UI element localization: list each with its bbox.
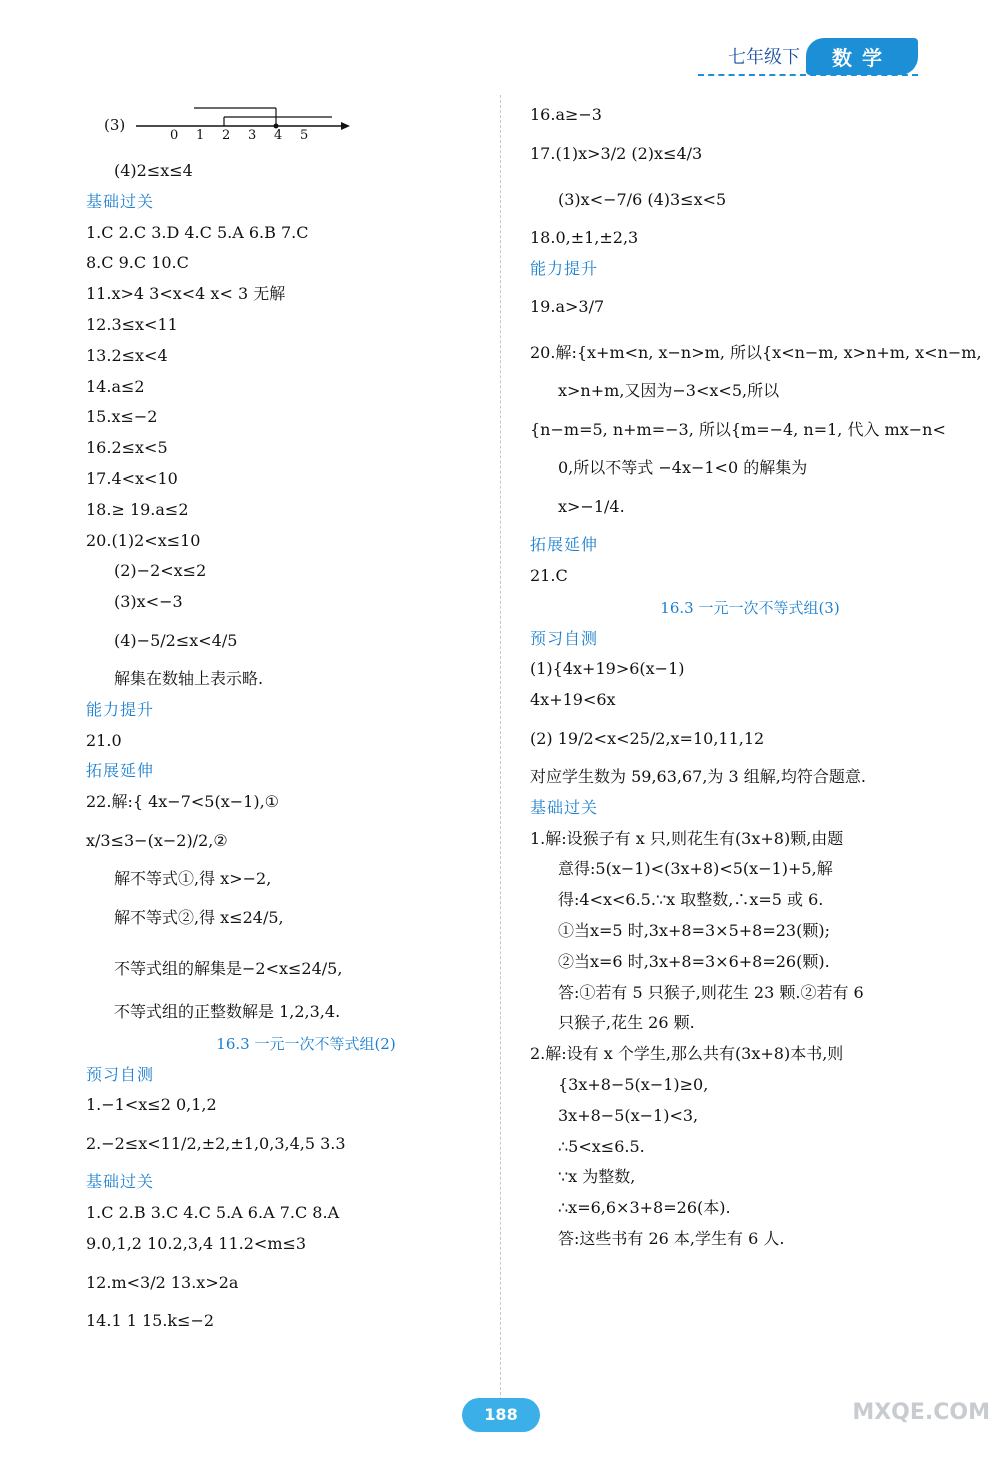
number-line-tick-label: 4	[274, 128, 283, 143]
section-title: 16.3 一元一次不等式组(2)	[216, 1034, 396, 1053]
subject-badge: 数学	[806, 38, 918, 75]
answer-line: 不等式组的正整数解是 1,2,3,4.	[114, 1001, 341, 1021]
section-heading: 基础过关	[86, 1172, 155, 1192]
answer-line: ∴5<x≤6.5.	[558, 1136, 645, 1156]
answer-line: 12.3≤x<11	[86, 314, 178, 334]
watermark: MXQE.COM	[852, 1400, 990, 1425]
right-column	[530, 100, 982, 1255]
answer-line: 得:4<x<6.5.∵x 取整数,∴x=5 或 6.	[558, 890, 824, 910]
answer-line: (3)x<−7/6 (4)3≤x<5	[558, 189, 727, 209]
section-heading: 能力提升	[86, 699, 155, 719]
answer-line: 14.1 1 15.k≤−2	[86, 1310, 215, 1330]
number-line-tick-label: 1	[196, 128, 205, 143]
header-rule	[698, 74, 918, 76]
answer-line: {3x+8−5(x−1)≥0,	[558, 1074, 709, 1094]
answer-line: 不等式组的解集是−2<x≤24/5,	[114, 958, 343, 978]
grade-label: 七年级下	[728, 47, 800, 68]
answer-line: 22.解:{ 4x−7<5(x−1),①	[86, 792, 280, 812]
answer-line: 16.a≥−3	[530, 105, 602, 124]
answer-line: 解集在数轴上表示略.	[114, 668, 264, 688]
page-header	[728, 38, 918, 74]
answer-line: 12.m<3/2 13.x>2a	[86, 1272, 239, 1292]
section-heading: 预习自测	[86, 1064, 155, 1084]
answer-line: 1.−1<x≤2 0,1,2	[86, 1095, 217, 1115]
answer-line: 13.2≤x<4	[86, 345, 168, 365]
answer-line: (2)−2<x≤2	[114, 561, 207, 581]
answer-line: 21.C	[530, 565, 568, 585]
answer-line: (4)−5/2≤x<4/5	[114, 630, 238, 650]
answer-line: (4)2≤x≤4	[114, 161, 193, 180]
answer-line: (3)x<−3	[114, 592, 183, 612]
answer-line: 19.a>3/7	[530, 297, 605, 317]
number-line-tick-label: 5	[300, 128, 309, 143]
answer-line: (1){4x+19>6(x−1)	[530, 659, 685, 679]
answer-line: 11.x>4 3<x<4 x< 3 无解	[86, 284, 286, 304]
answer-line: 1.C 2.B 3.C 4.C 5.A 6.A 7.C 8.A	[86, 1202, 340, 1222]
answer-line: ∵x 为整数,	[558, 1167, 636, 1187]
answer-line: 对应学生数为 59,63,67,为 3 组解,均符合题意.	[530, 766, 866, 786]
answer-line: 只猴子,花生 26 颗.	[558, 1013, 695, 1033]
answer-line: 18.0,±1,±2,3	[530, 227, 639, 247]
left-column	[86, 156, 526, 1336]
answer-line: 2.解:设有 x 个学生,那么共有(3x+8)本书,则	[530, 1044, 844, 1064]
answer-line: 8.C 9.C 10.C	[86, 253, 189, 273]
section-heading: 预习自测	[530, 628, 599, 648]
number-line-tick-label: 2	[222, 128, 231, 143]
answer-line: 17.(1)x>3/2 (2)x≤4/3	[530, 143, 703, 163]
answer-line: 3x+8−5(x−1)<3,	[558, 1105, 699, 1125]
answer-line: 答:①若有 5 只猴子,则花生 23 颗.②若有 6	[558, 982, 864, 1002]
answer-line: (2) 19/2<x<25/2,x=10,11,12	[530, 728, 765, 748]
answer-line: 20.(1)2<x≤10	[86, 530, 201, 550]
answer-line: 1.C 2.C 3.D 4.C 5.A 6.B 7.C	[86, 222, 309, 242]
answer-line: 4x+19<6x	[530, 690, 616, 710]
answer-line: ∴x=6,6×3+8=26(本).	[558, 1198, 731, 1218]
section-heading: 能力提升	[530, 258, 599, 278]
answer-line: x/3≤3−(x−2)/2,②	[86, 830, 228, 850]
answer-line: 1.解:设猴子有 x 只,则花生有(3x+8)颗,由题	[530, 828, 844, 848]
answer-line: 17.4<x<10	[86, 468, 178, 488]
section-title: 16.3 一元一次不等式组(3)	[660, 598, 840, 617]
section-heading: 基础过关	[530, 797, 599, 817]
answer-line: 意得:5(x−1)<(3x+8)<5(x−1)+5,解	[558, 859, 833, 879]
answer-line: 16.2≤x<5	[86, 438, 168, 458]
answer-line: ②当x=6 时,3x+8=3×6+8=26(颗).	[558, 951, 830, 971]
section-heading: 基础过关	[86, 191, 155, 211]
number-line-label: (3)	[104, 116, 126, 134]
answer-line: 21.0	[86, 730, 122, 750]
answer-line: 2.−2≤x<11/2,±2,±1,0,3,4,5 3.3	[86, 1134, 346, 1154]
number-line-tick-label: 0	[170, 128, 179, 143]
answer-line: 答:这些书有 26 本,学生有 6 人.	[558, 1228, 785, 1248]
number-line-tick-label: 3	[248, 128, 257, 143]
answer-line: 14.a≤2	[86, 376, 145, 396]
answer-line: x>n+m,又因为−3<x<5,所以	[558, 381, 780, 401]
answer-line: 15.x≤−2	[86, 407, 158, 427]
answer-line: 9.0,1,2 10.2,3,4 11.2<m≤3	[86, 1233, 307, 1253]
answer-line: 20.解:{x+m<n, x−n>m, 所以{x<n−m, x>n+m, x<n−m,	[530, 343, 982, 363]
answer-line: ①当x=5 时,3x+8=3×5+8=23(颗);	[558, 920, 830, 940]
answer-line: 18.≥ 19.a≤2	[86, 499, 189, 519]
section-heading: 拓展延伸	[530, 534, 599, 554]
section-heading: 拓展延伸	[86, 761, 155, 781]
answer-line: 0,所以不等式 −4x−1<0 的解集为	[558, 458, 808, 478]
answer-line: 解不等式②,得 x≤24/5,	[114, 907, 284, 927]
answer-line: x>−1/4.	[558, 496, 625, 516]
page-number: 188	[462, 1398, 540, 1432]
answer-line: {n−m=5, n+m=−3, 所以{m=−4, n=1, 代入 mx−n<	[530, 420, 946, 440]
answer-line: 解不等式①,得 x>−2,	[114, 868, 272, 888]
